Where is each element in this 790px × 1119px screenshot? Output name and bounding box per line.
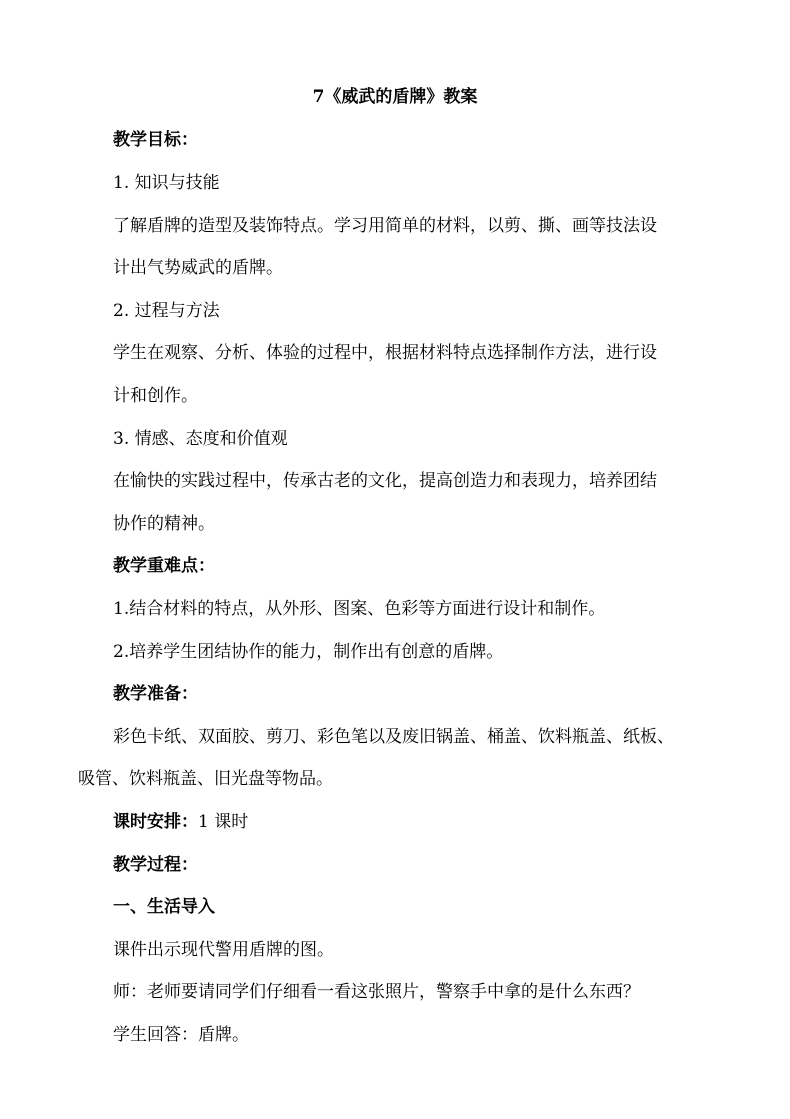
- schedule-line: [113, 809, 713, 835]
- document-title: 7《威武的盾牌》教案: [312, 87, 478, 107]
- goal3-text-line1: 在愉快的实践过程中，传承古老的文化，提高创造力和表现力，培养团结: [113, 471, 657, 491]
- keypoints-heading: 教学重难点：: [113, 556, 215, 576]
- goal3-heading: 3. 情感、态度和价值观: [113, 429, 288, 449]
- goal2-text-line2: 计和创作。: [113, 386, 198, 406]
- goal2-text-line1: 学生在观察、分析、体验的过程中，根据材料特点选择制作方法，进行设: [113, 343, 657, 363]
- schedule-label: 课时安排：: [113, 812, 198, 832]
- intro-text-line1: 课件出示现代警用盾牌的图。: [113, 940, 334, 960]
- intro-text-line3: 学生回答：盾牌。: [113, 1025, 249, 1045]
- goal1-heading: 1. 知识与技能: [113, 173, 220, 193]
- process-heading: 教学过程：: [113, 855, 198, 875]
- goal2-heading: 2. 过程与方法: [113, 301, 220, 321]
- keypoint-2: 2.培养学生团结协作的能力，制作出有创意的盾牌。: [113, 642, 504, 662]
- intro-text-line2: 师：老师要请同学们仔细看一看这张照片，警察手中拿的是什么东西？: [113, 982, 640, 1002]
- prep-text-line2: 吸管、饮料瓶盖、旧光盘等物品。: [78, 769, 333, 789]
- prep-text-line1: 彩色卡纸、双面胶、剪刀、彩色笔以及废旧锅盖、桶盖、饮料瓶盖、纸板、: [113, 727, 674, 747]
- goal1-text-line2: 计出气势威武的盾牌。: [113, 258, 283, 278]
- schedule-value: 1 课时: [198, 812, 249, 832]
- intro-heading: 一、生活导入: [113, 897, 215, 917]
- goal3-text-line2: 协作的精神。: [113, 514, 215, 534]
- goal1-text-line1: 了解盾牌的造型及装饰特点。学习用简单的材料，以剪、撕、画等技法设: [113, 216, 657, 236]
- keypoint-1: 1.结合材料的特点，从外形、图案、色彩等方面进行设计和制作。: [113, 599, 606, 619]
- prep-heading: 教学准备：: [113, 684, 198, 704]
- goals-heading: 教学目标：: [113, 130, 198, 150]
